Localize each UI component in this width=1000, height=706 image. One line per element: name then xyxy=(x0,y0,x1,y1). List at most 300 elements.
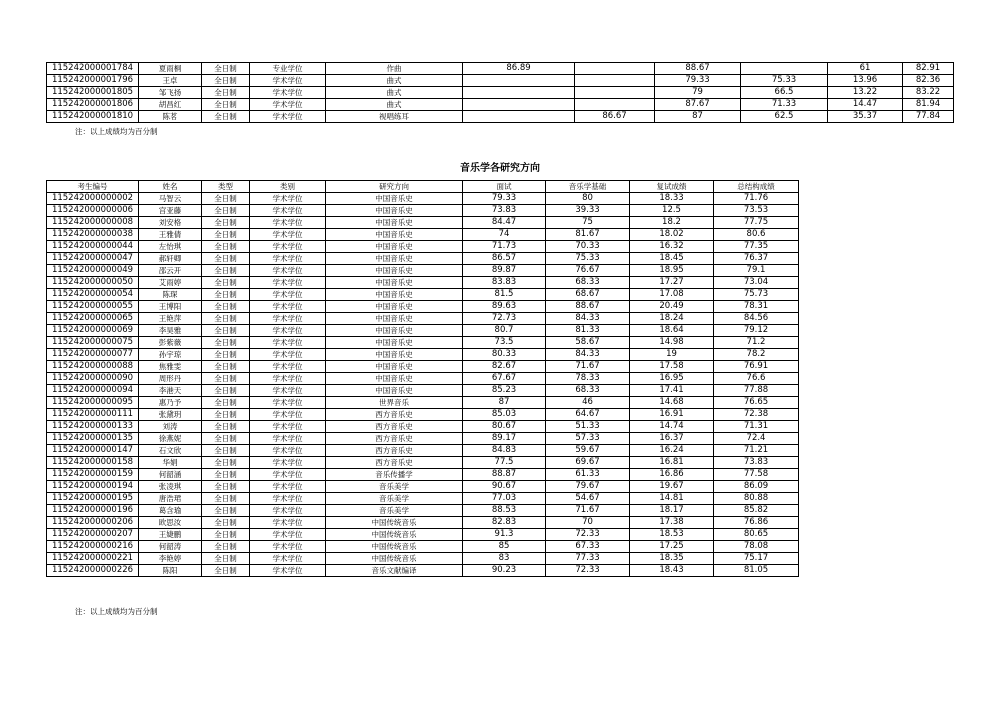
table-row xyxy=(47,529,799,541)
table-cell: 学术学位 xyxy=(250,99,326,111)
table-cell: 79 xyxy=(655,87,741,99)
table-cell: 79.33 xyxy=(655,75,741,87)
column-header: 考生编号 xyxy=(47,181,139,193)
table-cell: 音乐美学 xyxy=(326,505,463,517)
table-cell: 85.82 xyxy=(714,505,799,517)
table-cell: 左怡琪 xyxy=(139,241,202,253)
table-cell: 18.64 xyxy=(630,325,714,337)
table-cell: 61 xyxy=(828,63,903,75)
table-cell: 71.73 xyxy=(463,241,546,253)
table-cell: 90.23 xyxy=(463,565,546,577)
table-row xyxy=(47,301,799,313)
table-cell: 78.08 xyxy=(714,541,799,553)
table-cell: 72.4 xyxy=(714,433,799,445)
table-cell: 77.35 xyxy=(714,241,799,253)
table-cell: 彭紫薇 xyxy=(139,337,202,349)
table-cell: 陈阳 xyxy=(139,565,202,577)
table-cell: 张黛玥 xyxy=(139,409,202,421)
table-cell: 13.22 xyxy=(828,87,903,99)
table-cell: 66.5 xyxy=(741,87,828,99)
table-cell: 中国传统音乐 xyxy=(326,553,463,565)
table-cell: 中国音乐史 xyxy=(326,337,463,349)
table-cell: 学术学位 xyxy=(250,193,326,205)
column-header: 面试 xyxy=(463,181,546,193)
table-cell: 72.73 xyxy=(463,313,546,325)
table-row xyxy=(47,241,799,253)
table-cell: 79.1 xyxy=(714,265,799,277)
table-cell: 王婕鹏 xyxy=(139,529,202,541)
table-cell: 学术学位 xyxy=(250,301,326,313)
table-cell: 70.33 xyxy=(546,241,630,253)
table-cell: 17.08 xyxy=(630,289,714,301)
table-cell: 68.33 xyxy=(546,385,630,397)
table-cell: 18.95 xyxy=(630,265,714,277)
table-cell: 西方音乐史 xyxy=(326,409,463,421)
table-cell: 84.33 xyxy=(546,313,630,325)
table-cell: 14.47 xyxy=(828,99,903,111)
table-cell: 19 xyxy=(630,349,714,361)
table-cell: 115242000000216 xyxy=(47,541,139,553)
table-cell: 78.31 xyxy=(714,301,799,313)
table-cell: 16.86 xyxy=(630,469,714,481)
table-cell: 71.76 xyxy=(714,193,799,205)
table-cell: 全日制 xyxy=(202,313,250,325)
table-row xyxy=(47,517,799,529)
table-cell: 全日制 xyxy=(202,349,250,361)
table-cell: 67.67 xyxy=(463,373,546,385)
table-cell: 18.35 xyxy=(630,553,714,565)
table-cell: 17.27 xyxy=(630,277,714,289)
table-cell: 115242000000147 xyxy=(47,445,139,457)
table-cell: 73.83 xyxy=(463,205,546,217)
table-cell: 中国音乐史 xyxy=(326,193,463,205)
table-cell: 85.03 xyxy=(463,409,546,421)
table-cell: 中国音乐史 xyxy=(326,385,463,397)
table-cell: 89.63 xyxy=(463,301,546,313)
table-row xyxy=(47,361,799,373)
table-cell: 学术学位 xyxy=(250,75,326,87)
table-cell: 曲式 xyxy=(326,87,463,99)
table-cell: 中国音乐史 xyxy=(326,361,463,373)
table-cell: 67.33 xyxy=(546,541,630,553)
column-header: 类型 xyxy=(202,181,250,193)
table-cell: 中国音乐史 xyxy=(326,217,463,229)
table-row xyxy=(47,313,799,325)
table-cell: 84.56 xyxy=(714,313,799,325)
table-cell: 中国音乐史 xyxy=(326,265,463,277)
table-cell: 46 xyxy=(546,397,630,409)
table-cell: 中国音乐史 xyxy=(326,313,463,325)
table-cell: 80 xyxy=(546,193,630,205)
table-cell: 全日制 xyxy=(202,565,250,577)
table-cell: 西方音乐史 xyxy=(326,421,463,433)
table-cell: 81.5 xyxy=(463,289,546,301)
table-cell: 86.09 xyxy=(714,481,799,493)
table-cell: 62.5 xyxy=(741,111,828,123)
table-cell: 89.87 xyxy=(463,265,546,277)
table-cell: 胡昌红 xyxy=(139,99,202,111)
table-cell: 音乐传播学 xyxy=(326,469,463,481)
table-cell: 全日制 xyxy=(202,385,250,397)
table-cell: 18.33 xyxy=(630,193,714,205)
table-cell: 18.02 xyxy=(630,229,714,241)
table-cell: 81.05 xyxy=(714,565,799,577)
table-cell: 115242000000196 xyxy=(47,505,139,517)
table-row xyxy=(47,409,799,421)
table-cell: 18.43 xyxy=(630,565,714,577)
table-cell: 全日制 xyxy=(202,505,250,517)
table-cell: 张凌琪 xyxy=(139,481,202,493)
table-cell: 全日制 xyxy=(202,75,250,87)
table-cell: 学术学位 xyxy=(250,553,326,565)
table-cell: 12.5 xyxy=(630,205,714,217)
table-cell: 77.84 xyxy=(903,111,954,123)
table-cell: 69.67 xyxy=(546,457,630,469)
table-cell: 全日制 xyxy=(202,469,250,481)
table-row xyxy=(47,505,799,517)
table-cell: 学术学位 xyxy=(250,253,326,265)
table-cell: 世界音乐 xyxy=(326,397,463,409)
table-cell: 115242000000195 xyxy=(47,493,139,505)
table-row xyxy=(47,373,799,385)
table-cell: 82.83 xyxy=(463,517,546,529)
table-cell: 84.33 xyxy=(546,349,630,361)
table-cell: 18.24 xyxy=(630,313,714,325)
table-cell: 80.88 xyxy=(714,493,799,505)
table-cell: 陈茗 xyxy=(139,111,202,123)
table-cell: 90.67 xyxy=(463,481,546,493)
table-cell: 学术学位 xyxy=(250,325,326,337)
table-cell: 115242000000002 xyxy=(47,193,139,205)
table-cell: 李港天 xyxy=(139,385,202,397)
table-cell: 唐浩珺 xyxy=(139,493,202,505)
table-cell: 学术学位 xyxy=(250,87,326,99)
table-cell: 西方音乐史 xyxy=(326,445,463,457)
table-cell: 音乐文献编译 xyxy=(326,565,463,577)
table-cell: 中国音乐史 xyxy=(326,241,463,253)
table-cell: 77.58 xyxy=(714,469,799,481)
table-row xyxy=(47,193,799,205)
table-cell: 83.83 xyxy=(463,277,546,289)
table-cell: 学术学位 xyxy=(250,433,326,445)
table-cell xyxy=(575,63,655,75)
table-cell: 115242000000065 xyxy=(47,313,139,325)
table-row xyxy=(47,63,954,75)
top-score-table xyxy=(46,62,954,123)
table-cell: 全日制 xyxy=(202,541,250,553)
table-cell: 83 xyxy=(463,553,546,565)
table-cell: 115242000000095 xyxy=(47,397,139,409)
table-cell: 115242000000088 xyxy=(47,361,139,373)
table-cell: 全日制 xyxy=(202,205,250,217)
table-cell: 68.67 xyxy=(546,289,630,301)
table-cell: 全日制 xyxy=(202,445,250,457)
table-cell: 64.67 xyxy=(546,409,630,421)
table-cell: 16.32 xyxy=(630,241,714,253)
table-cell: 79.12 xyxy=(714,325,799,337)
table-cell: 80.65 xyxy=(714,529,799,541)
table-row xyxy=(47,111,954,123)
table-cell: 115242000000207 xyxy=(47,529,139,541)
table-cell: 73.53 xyxy=(714,205,799,217)
table-cell: 学术学位 xyxy=(250,241,326,253)
table-cell: 88.87 xyxy=(463,469,546,481)
table-cell: 17.58 xyxy=(630,361,714,373)
table-cell: 全日制 xyxy=(202,325,250,337)
table-cell: 115242000000133 xyxy=(47,421,139,433)
table-cell: 邵云开 xyxy=(139,265,202,277)
table-cell: 115242000000044 xyxy=(47,241,139,253)
table-row xyxy=(47,337,799,349)
table-cell: 宫亚藤 xyxy=(139,205,202,217)
table-cell: 西方音乐史 xyxy=(326,433,463,445)
table-cell: 中国传统音乐 xyxy=(326,529,463,541)
table-cell: 35.37 xyxy=(828,111,903,123)
table-cell: 曲式 xyxy=(326,75,463,87)
top-table-note: 注：以上成绩均为百分制 xyxy=(75,127,158,136)
table-cell: 18.17 xyxy=(630,505,714,517)
table-cell: 115242000000090 xyxy=(47,373,139,385)
table-cell: 学术学位 xyxy=(250,505,326,517)
table-row xyxy=(47,433,799,445)
table-row xyxy=(47,397,799,409)
table-cell: 王艳萍 xyxy=(139,313,202,325)
table-cell: 中国音乐史 xyxy=(326,373,463,385)
table-cell: 王雅倩 xyxy=(139,229,202,241)
main-table-note: 注：以上成绩均为百分制 xyxy=(75,607,158,616)
table-header-row xyxy=(47,181,799,193)
table-cell: 何韶涛 xyxy=(139,541,202,553)
table-cell: 115242000000158 xyxy=(47,457,139,469)
table-cell: 84.83 xyxy=(463,445,546,457)
table-cell: 88.67 xyxy=(655,63,741,75)
table-cell: 14.68 xyxy=(630,397,714,409)
table-cell: 中国传统音乐 xyxy=(326,517,463,529)
table-cell xyxy=(575,99,655,111)
table-cell: 115242000000055 xyxy=(47,301,139,313)
table-cell: 115242000000038 xyxy=(47,229,139,241)
table-cell: 全日制 xyxy=(202,111,250,123)
table-row xyxy=(47,217,799,229)
table-cell: 全日制 xyxy=(202,553,250,565)
table-cell: 71.67 xyxy=(546,505,630,517)
table-cell: 全日制 xyxy=(202,289,250,301)
table-cell: 73.83 xyxy=(714,457,799,469)
table-cell: 71.67 xyxy=(546,361,630,373)
table-cell: 115242000000221 xyxy=(47,553,139,565)
table-cell: 73.04 xyxy=(714,277,799,289)
table-cell: 82.67 xyxy=(463,361,546,373)
table-cell: 中国音乐史 xyxy=(326,325,463,337)
table-cell: 115242000000049 xyxy=(47,265,139,277)
table-cell: 17.25 xyxy=(630,541,714,553)
table-cell: 全日制 xyxy=(202,337,250,349)
table-cell: 全日制 xyxy=(202,229,250,241)
table-cell: 全日制 xyxy=(202,193,250,205)
table-cell: 115242000000135 xyxy=(47,433,139,445)
column-header: 姓名 xyxy=(139,181,202,193)
table-cell: 16.95 xyxy=(630,373,714,385)
table-cell: 75.73 xyxy=(714,289,799,301)
table-cell: 70 xyxy=(546,517,630,529)
table-cell: 全日制 xyxy=(202,87,250,99)
table-cell: 75.17 xyxy=(714,553,799,565)
table-cell: 学术学位 xyxy=(250,111,326,123)
table-row xyxy=(47,445,799,457)
table-row xyxy=(47,253,799,265)
table-cell: 82.36 xyxy=(903,75,954,87)
table-cell: 全日制 xyxy=(202,517,250,529)
table-cell: 78.2 xyxy=(714,349,799,361)
table-cell: 学术学位 xyxy=(250,289,326,301)
table-cell: 全日制 xyxy=(202,265,250,277)
table-cell: 16.81 xyxy=(630,457,714,469)
table-cell: 焦雅雯 xyxy=(139,361,202,373)
table-cell: 115242000000094 xyxy=(47,385,139,397)
table-cell: 全日制 xyxy=(202,253,250,265)
table-cell xyxy=(463,87,575,99)
table-cell: 68.33 xyxy=(546,277,630,289)
table-cell: 61.33 xyxy=(546,469,630,481)
table-cell: 全日制 xyxy=(202,301,250,313)
table-cell: 全日制 xyxy=(202,397,250,409)
column-header: 复试成绩 xyxy=(630,181,714,193)
table-cell: 惠乃予 xyxy=(139,397,202,409)
table-cell: 学术学位 xyxy=(250,373,326,385)
table-cell: 84.47 xyxy=(463,217,546,229)
table-cell: 17.41 xyxy=(630,385,714,397)
table-row xyxy=(47,469,799,481)
table-cell: 学术学位 xyxy=(250,229,326,241)
table-cell: 中国传统音乐 xyxy=(326,541,463,553)
table-cell: 115242000000069 xyxy=(47,325,139,337)
table-row xyxy=(47,541,799,553)
table-cell: 全日制 xyxy=(202,361,250,373)
table-cell: 视唱练耳 xyxy=(326,111,463,123)
table-cell: 学术学位 xyxy=(250,349,326,361)
table-cell: 中国音乐史 xyxy=(326,301,463,313)
table-cell: 80.67 xyxy=(463,421,546,433)
musicology-score-table xyxy=(46,180,799,577)
table-cell: 86.89 xyxy=(463,63,575,75)
table-cell: 115242000001796 xyxy=(47,75,139,87)
table-cell: 全日制 xyxy=(202,63,250,75)
table-cell xyxy=(463,99,575,111)
table-cell: 80.7 xyxy=(463,325,546,337)
table-cell: 全日制 xyxy=(202,217,250,229)
table-cell: 85 xyxy=(463,541,546,553)
table-cell: 87 xyxy=(655,111,741,123)
table-cell: 中国音乐史 xyxy=(326,229,463,241)
table-cell: 全日制 xyxy=(202,481,250,493)
table-row xyxy=(47,493,799,505)
section-title: 音乐学各研究方向 xyxy=(460,163,540,174)
table-cell: 115242000001805 xyxy=(47,87,139,99)
table-cell: 17.38 xyxy=(630,517,714,529)
table-row xyxy=(47,75,954,87)
table-row xyxy=(47,87,954,99)
table-cell: 59.67 xyxy=(546,445,630,457)
table-row xyxy=(47,325,799,337)
table-cell: 81.67 xyxy=(546,229,630,241)
table-cell: 王博阳 xyxy=(139,301,202,313)
table-cell: 全日制 xyxy=(202,409,250,421)
table-cell: 115242000000194 xyxy=(47,481,139,493)
table-cell: 58.67 xyxy=(546,337,630,349)
table-cell: 88.67 xyxy=(546,301,630,313)
table-cell: 学术学位 xyxy=(250,469,326,481)
table-cell: 全日制 xyxy=(202,493,250,505)
table-cell: 77.88 xyxy=(714,385,799,397)
table-cell: 14.98 xyxy=(630,337,714,349)
table-cell: 79.33 xyxy=(463,193,546,205)
table-cell: 石文欣 xyxy=(139,445,202,457)
table-cell: 中国音乐史 xyxy=(326,277,463,289)
table-cell: 学术学位 xyxy=(250,517,326,529)
table-cell: 全日制 xyxy=(202,373,250,385)
table-row xyxy=(47,277,799,289)
table-cell: 115242000000226 xyxy=(47,565,139,577)
table-cell: 115242000000008 xyxy=(47,217,139,229)
table-row xyxy=(47,349,799,361)
table-cell: 13.96 xyxy=(828,75,903,87)
column-header: 研究方向 xyxy=(326,181,463,193)
table-cell: 全日制 xyxy=(202,457,250,469)
table-cell: 全日制 xyxy=(202,529,250,541)
table-cell: 学术学位 xyxy=(250,337,326,349)
table-cell: 18.2 xyxy=(630,217,714,229)
table-cell: 学术学位 xyxy=(250,445,326,457)
table-cell: 中国音乐史 xyxy=(326,349,463,361)
table-cell: 学术学位 xyxy=(250,457,326,469)
table-cell: 马智云 xyxy=(139,193,202,205)
table-cell: 学术学位 xyxy=(250,205,326,217)
table-cell: 李艳婷 xyxy=(139,553,202,565)
table-cell: 74 xyxy=(463,229,546,241)
table-cell: 中国音乐史 xyxy=(326,289,463,301)
table-cell: 学术学位 xyxy=(250,361,326,373)
table-cell: 19.67 xyxy=(630,481,714,493)
table-cell: 18.45 xyxy=(630,253,714,265)
table-cell: 王卓 xyxy=(139,75,202,87)
table-cell: 16.24 xyxy=(630,445,714,457)
table-cell: 16.91 xyxy=(630,409,714,421)
table-cell: 73.5 xyxy=(463,337,546,349)
table-row xyxy=(47,289,799,301)
table-cell: 中国音乐史 xyxy=(326,253,463,265)
table-cell: 华娟 xyxy=(139,457,202,469)
table-cell: 115242000000054 xyxy=(47,289,139,301)
table-cell: 85.23 xyxy=(463,385,546,397)
table-cell: 87 xyxy=(463,397,546,409)
table-cell: 115242000001810 xyxy=(47,111,139,123)
table-cell: 曲式 xyxy=(326,99,463,111)
table-cell: 何韶涵 xyxy=(139,469,202,481)
table-cell: 75.33 xyxy=(546,253,630,265)
table-cell: 86.57 xyxy=(463,253,546,265)
table-cell: 学术学位 xyxy=(250,565,326,577)
table-cell: 115242000000159 xyxy=(47,469,139,481)
table-cell: 82.91 xyxy=(903,63,954,75)
table-cell: 72.33 xyxy=(546,529,630,541)
table-cell: 学术学位 xyxy=(250,313,326,325)
table-cell: 李昊雅 xyxy=(139,325,202,337)
table-cell: 刘涛 xyxy=(139,421,202,433)
table-cell: 学术学位 xyxy=(250,277,326,289)
table-cell: 115242000000050 xyxy=(47,277,139,289)
table-cell xyxy=(575,87,655,99)
table-cell: 76.91 xyxy=(714,361,799,373)
